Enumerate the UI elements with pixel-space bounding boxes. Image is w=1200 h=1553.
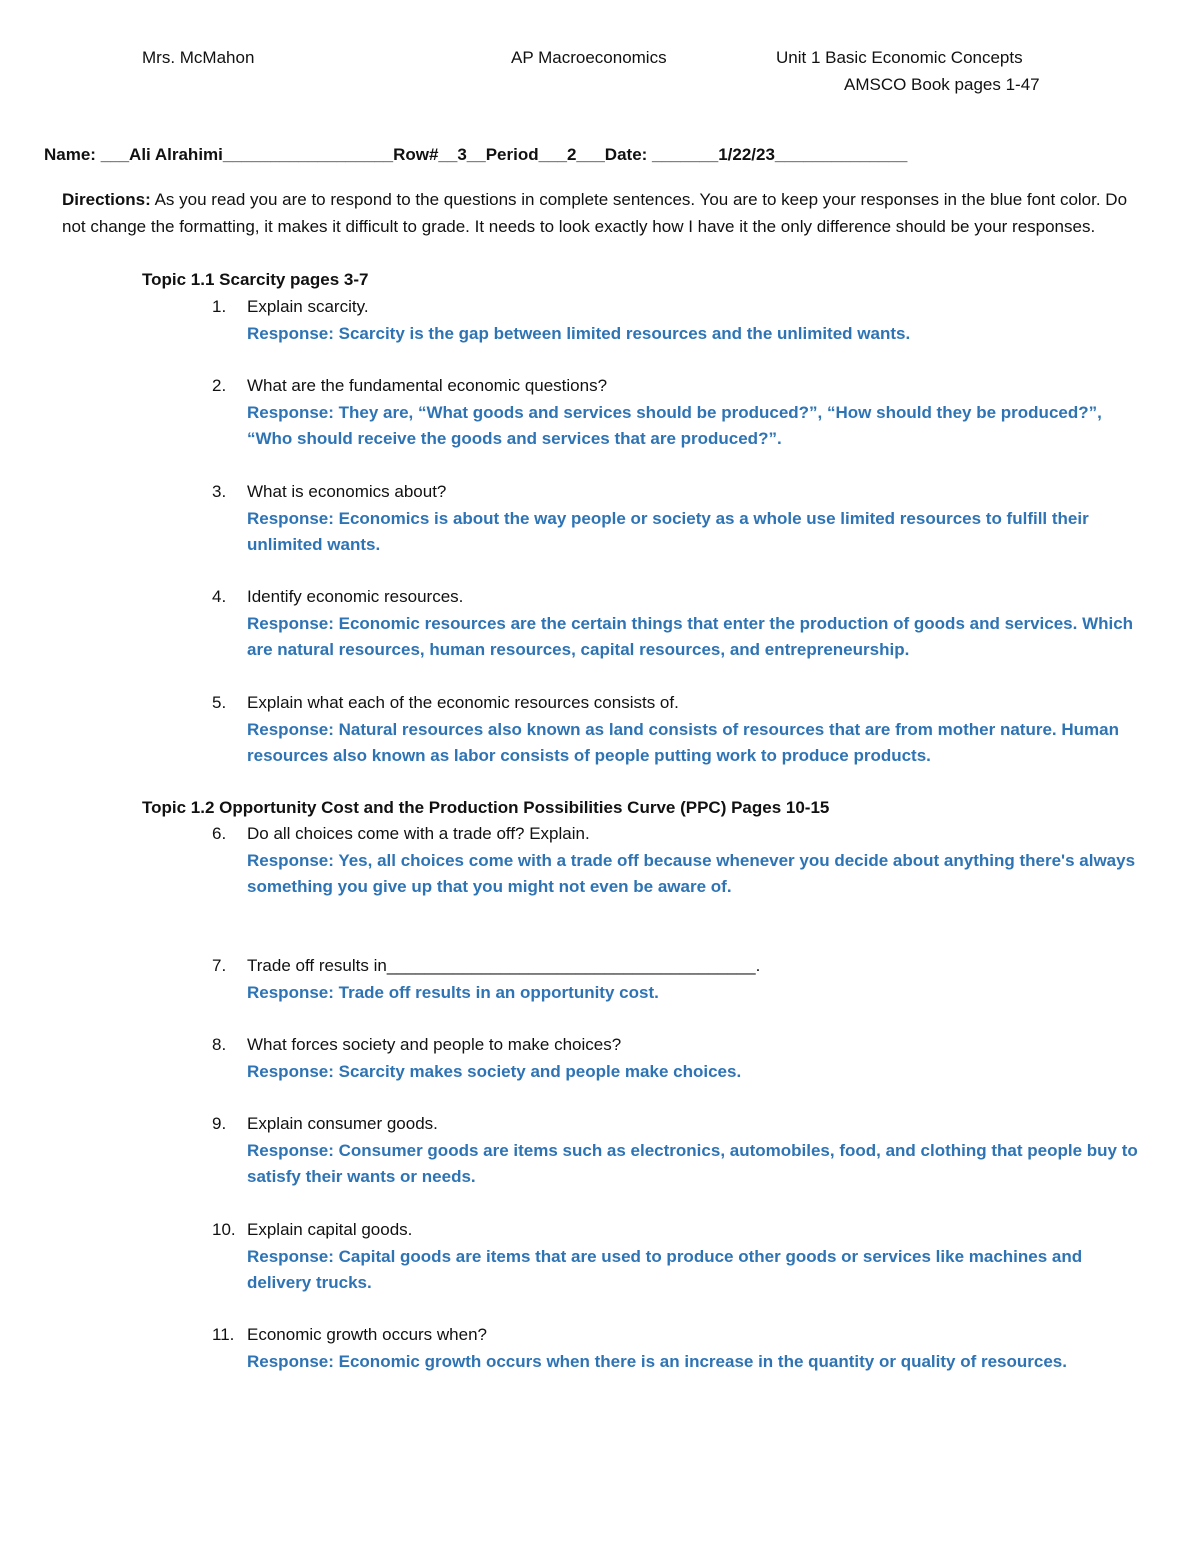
- topic-heading-1-2: Topic 1.2 Opportunity Cost and the Production Possibilities Curve (PPC) Pages 10-15: [142, 798, 830, 817]
- question-item: [247, 584, 1147, 664]
- response-text[interactable]: Response: Natural resources also known as land consists of resources that are from mother nature. Human resources also known as labor consists of people putting work to produce products.: [247, 719, 1119, 765]
- question-text: Economic growth occurs when?: [247, 1325, 488, 1344]
- directions-label: Directions:: [62, 190, 151, 209]
- question-text: What is economics about?: [247, 482, 447, 501]
- unit-title: Unit 1 Basic Economic Concepts: [776, 48, 1023, 67]
- question-item: [247, 690, 1147, 770]
- question-text: Trade off results in_______________________________________.: [247, 956, 761, 975]
- topic-heading-1-1: Topic 1.1 Scarcity pages 3-7: [142, 270, 369, 289]
- question-text: Explain consumer goods.: [247, 1114, 438, 1133]
- student-info-line: [44, 145, 907, 165]
- question-text: Explain scarcity.: [247, 297, 369, 316]
- response-text[interactable]: Response: Trade off results in an opportunity cost.: [247, 982, 659, 1002]
- period-label: Period: [485, 145, 539, 164]
- question-number: 8.: [212, 1035, 227, 1054]
- book-pages: AMSCO Book pages 1-47: [844, 75, 1040, 94]
- response-text[interactable]: Response: Scarcity makes society and people make choices.: [247, 1061, 742, 1081]
- question-item: [247, 1111, 1147, 1191]
- directions-paragraph: [62, 187, 1137, 240]
- question-number: 11.: [212, 1325, 235, 1344]
- question-text: Explain capital goods.: [247, 1220, 413, 1239]
- response-text[interactable]: Response: Economic resources are the certain things that enter the production of goods and services. Which are natural resources, human resources, capital resources, and entrepreneurship.: [247, 613, 1134, 659]
- question-number: 4.: [212, 587, 227, 606]
- question-item: [247, 953, 1147, 1006]
- name-value[interactable]: ___Ali Alrahimi__________________: [100, 145, 394, 164]
- response-text[interactable]: Response: Yes, all choices come with a trade off because whenever you decide about anything there's always something you give up that you might not even be aware of.: [247, 850, 1136, 896]
- name-label: Name:: [44, 145, 101, 164]
- response-text[interactable]: Response: Consumer goods are items such as electronics, automobiles, food, and clothing that people buy to satisfy their wants or needs.: [247, 1140, 1138, 1186]
- question-item: [247, 294, 1147, 347]
- response-text[interactable]: Response: They are, “What goods and services should be produced?”, “How should they be produced?”, “Who should receive the goods and services that are produced?”.: [247, 402, 1102, 448]
- question-number: 2.: [212, 376, 227, 395]
- question-item: [247, 373, 1147, 453]
- course-title: AP Macroeconomics: [511, 48, 667, 67]
- question-item: [247, 1217, 1147, 1297]
- response-text[interactable]: Response: Economic growth occurs when there is an increase in the quantity or quality of resources.: [247, 1351, 1067, 1371]
- question-number: 7.: [212, 956, 227, 975]
- response-text[interactable]: Response: Scarcity is the gap between limited resources and the unlimited wants.: [247, 323, 911, 343]
- question-number: 5.: [212, 693, 227, 712]
- question-text: Do all choices come with a trade off? Explain.: [247, 824, 590, 843]
- question-number: 6.: [212, 824, 227, 843]
- question-item: [247, 1322, 1147, 1375]
- teacher-name: Mrs. McMahon: [142, 48, 255, 67]
- question-number: 9.: [212, 1114, 227, 1133]
- question-text: Identify economic resources.: [247, 587, 464, 606]
- question-text: Explain what each of the economic resources consists of.: [247, 693, 679, 712]
- question-number: 1.: [212, 297, 227, 316]
- question-item: [247, 821, 1147, 901]
- question-item: [247, 479, 1147, 559]
- question-item: [247, 1032, 1147, 1085]
- response-text[interactable]: Response: Capital goods are items that are used to produce other goods or services like machines and delivery trucks.: [247, 1246, 1083, 1292]
- response-text[interactable]: Response: Economics is about the way people or society as a whole use limited resources to fulfill their unlimited wants.: [247, 508, 1089, 554]
- date-value[interactable]: _______1/22/23______________: [652, 145, 908, 164]
- period-value[interactable]: ___2___: [538, 145, 605, 164]
- question-number: 10.: [212, 1220, 236, 1239]
- question-text: What are the fundamental economic questions?: [247, 376, 608, 395]
- question-number: 3.: [212, 482, 227, 501]
- directions-text: As you read you are to respond to the questions in complete sentences. You are to keep your responses in the blue font color. Do not change the formatting, it makes it difficult to grade. It needs to look exactly how I have it the only difference should be your responses.: [62, 190, 1128, 236]
- row-value[interactable]: __3__: [438, 145, 486, 164]
- question-text: What forces society and people to make choices?: [247, 1035, 622, 1054]
- row-label: Row#: [393, 145, 439, 164]
- date-label: Date:: [604, 145, 653, 164]
